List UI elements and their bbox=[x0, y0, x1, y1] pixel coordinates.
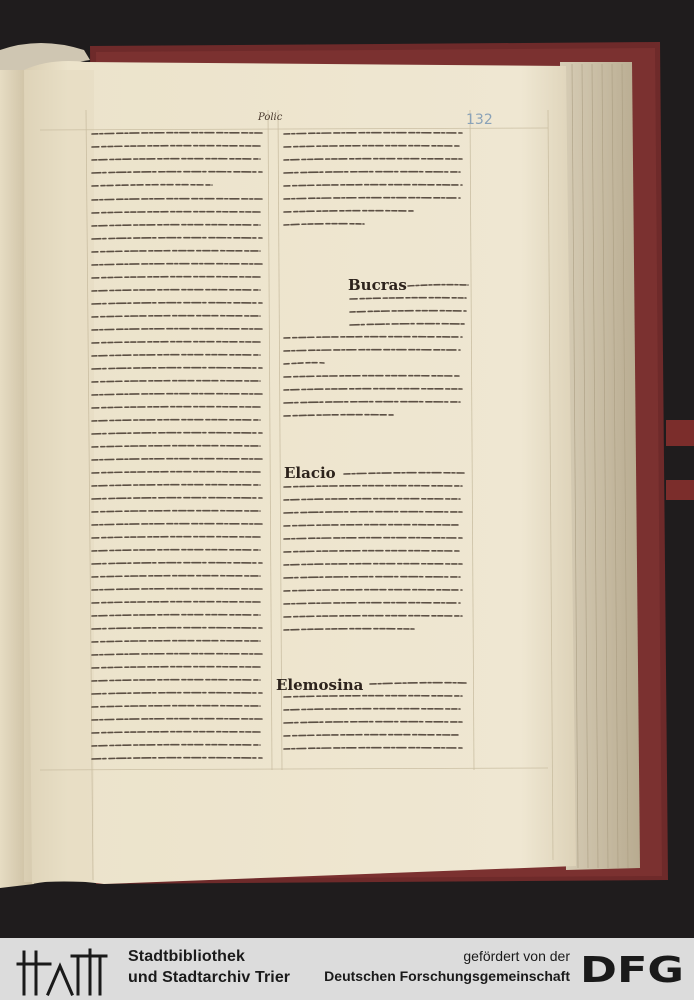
footer-banner bbox=[0, 938, 694, 1000]
library-logo-icon bbox=[14, 942, 110, 998]
bookmark-ribbon bbox=[666, 420, 694, 446]
folio-number: 132 bbox=[466, 112, 493, 128]
library-name-line-1: Stadtbibliothek bbox=[128, 948, 246, 965]
rubric-bucras: Bucras bbox=[348, 276, 407, 294]
dfg-logo-icon bbox=[578, 950, 686, 986]
rubric-elemosina: Elemosina bbox=[276, 676, 364, 694]
funder-line-1: gefördert von der bbox=[463, 948, 570, 964]
funder-line-2: Deutschen Forschungsgemeinschaft bbox=[324, 968, 570, 984]
library-name-line-2: und Stadtarchiv Trier bbox=[128, 969, 291, 986]
running-head: Polic bbox=[258, 112, 283, 123]
rubric-elacio: Elacio bbox=[284, 464, 336, 482]
dfg-logo-text: DFG bbox=[580, 950, 684, 986]
